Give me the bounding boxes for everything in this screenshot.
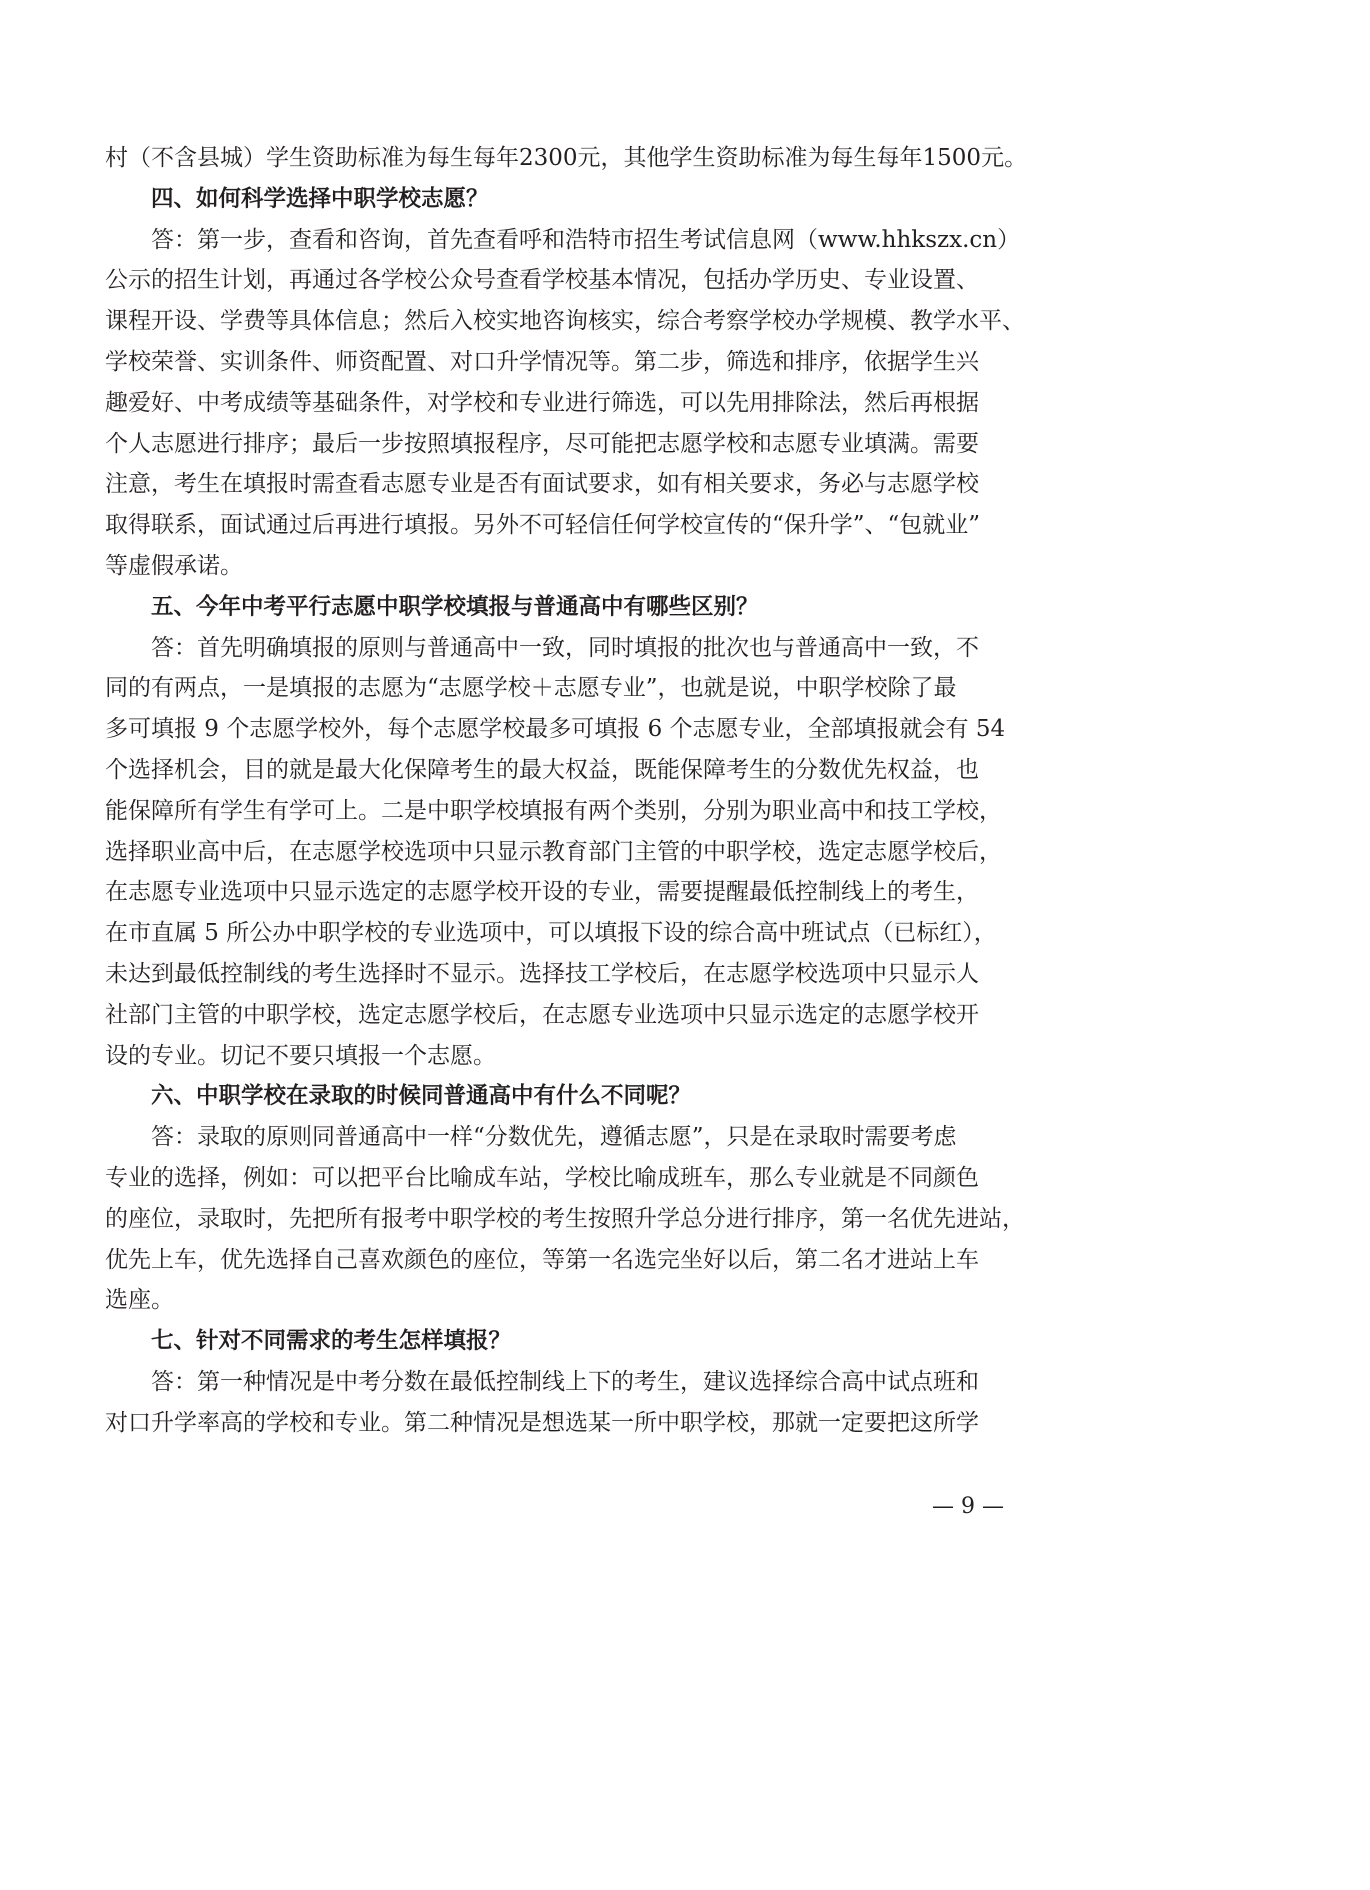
paragraph-line: 优先上车，优先选择自己喜欢颜色的座位，等第一名选完坐好以后，第二名才进站上车: [105, 1246, 979, 1273]
paragraph-line: 个人志愿进行排序；最后一步按照填报程序，尽可能把志愿学校和志愿专业填满。需要: [105, 430, 979, 457]
paragraph-line: 注意，考生在填报时需查看志愿专业是否有面试要求，如有相关要求，务必与志愿学校: [105, 471, 979, 498]
paragraph-line: 课程开设、学费等具体信息；然后入校实地咨询核实，综合考察学校办学规模、教学水平、: [105, 308, 1025, 335]
paragraph-line: 村（不含县城）学生资助标准为每生每年2300元，其他学生资助标准为每生每年1500元。: [105, 145, 1028, 171]
paragraph: [105, 628, 1032, 1077]
paragraph-line: 专业的选择，例如：可以把平台比喻成车站，学校比喻成班车，那么专业就是不同颜色: [105, 1164, 979, 1191]
paragraph-line: 选座。: [105, 1287, 174, 1314]
paragraph-line: 答：第一步，查看和咨询，首先查看呼和浩特市招生考试信息网（www.hhkszx.cn）: [151, 226, 1021, 253]
paragraph-line: 选择职业高中后，在志愿学校选项中只显示教育部门主管的中职学校，选定志愿学校后，: [105, 838, 1002, 865]
page-number: — 9 —: [932, 1494, 1004, 1519]
paragraph-line: 在志愿专业选项中只显示选定的志愿学校开设的专业，需要提醒最低控制线上的考生，: [105, 879, 979, 906]
paragraph-line: 公示的招生计划，再通过各学校公众号查看学校基本情况，包括办学历史、专业设置、: [105, 267, 979, 294]
section-heading: 五、今年中考平行志愿中职学校填报与普通高中有哪些区别？: [151, 593, 759, 620]
paragraph-line: 个选择机会，目的就是最大化保障考生的最大权益，既能保障考生的分数优先权益，也: [105, 756, 979, 783]
paragraph-line: 答：录取的原则同普通高中一样“分数优先，遵循志愿”，只是在录取时需要考虑: [151, 1124, 957, 1151]
paragraph-line: 等虚假承诺。: [105, 552, 243, 579]
paragraph-line: 答：第一种情况是中考分数在最低控制线上下的考生，建议选择综合高中试点班和: [151, 1368, 979, 1395]
paragraph-line: 多可填报 9 个志愿学校外，每个志愿学校最多可填报 6 个志愿专业，全部填报就会有 54: [105, 716, 1006, 743]
paragraph-line: 对口升学率高的学校和专业。第二种情况是想选某一所中职学校，那就一定要把这所学: [105, 1409, 979, 1436]
paragraph-line: 在市直属 5 所公办中职学校的专业选项中，可以填报下设的综合高中班试点（已标红），: [105, 920, 997, 947]
paragraph: [105, 1362, 1032, 1444]
paragraph-line: 能保障所有学生有学可上。二是中职学校填报有两个类别，分别为职业高中和技工学校，: [105, 797, 1002, 824]
document-body: [105, 138, 1032, 1444]
paragraph-line: 取得联系，面试通过后再进行填报。另外不可轻信任何学校宣传的“保升学”、“包就业”: [105, 512, 981, 539]
paragraph-line: 学校荣誉、实训条件、师资配置、对口升学情况等。第二步，筛选和排序，依据学生兴: [105, 348, 979, 375]
section-heading: 六、中职学校在录取的时候同普通高中有什么不同呢？: [151, 1083, 692, 1110]
paragraph-line: 趣爱好、中考成绩等基础条件，对学校和专业进行筛选，可以先用排除法，然后再根据: [105, 389, 979, 416]
paragraph-line: 社部门主管的中职学校，选定志愿学校后，在志愿专业选项中只显示选定的志愿学校开: [105, 1001, 979, 1028]
section-heading: 四、如何科学选择中职学校志愿？: [151, 185, 489, 212]
paragraph: [105, 1117, 1032, 1321]
paragraph: [105, 220, 1032, 587]
section-heading: 七、针对不同需求的考生怎样填报？: [151, 1328, 512, 1355]
paragraph-line: 未达到最低控制线的考生选择时不显示。选择技工学校后，在志愿学校选项中只显示人: [105, 960, 979, 987]
paragraph-line: 的座位，录取时，先把所有报考中职学校的考生按照升学总分进行排序，第一名优先进站，: [105, 1205, 1025, 1232]
paragraph-line: 设的专业。切记不要只填报一个志愿。: [105, 1042, 496, 1069]
paragraph-line: 答：首先明确填报的原则与普通高中一致，同时填报的批次也与普通高中一致，不: [151, 634, 979, 661]
paragraph: [105, 138, 1032, 179]
paragraph-line: 同的有两点，一是填报的志愿为“志愿学校＋志愿专业”，也就是说，中职学校除了最: [105, 675, 957, 702]
